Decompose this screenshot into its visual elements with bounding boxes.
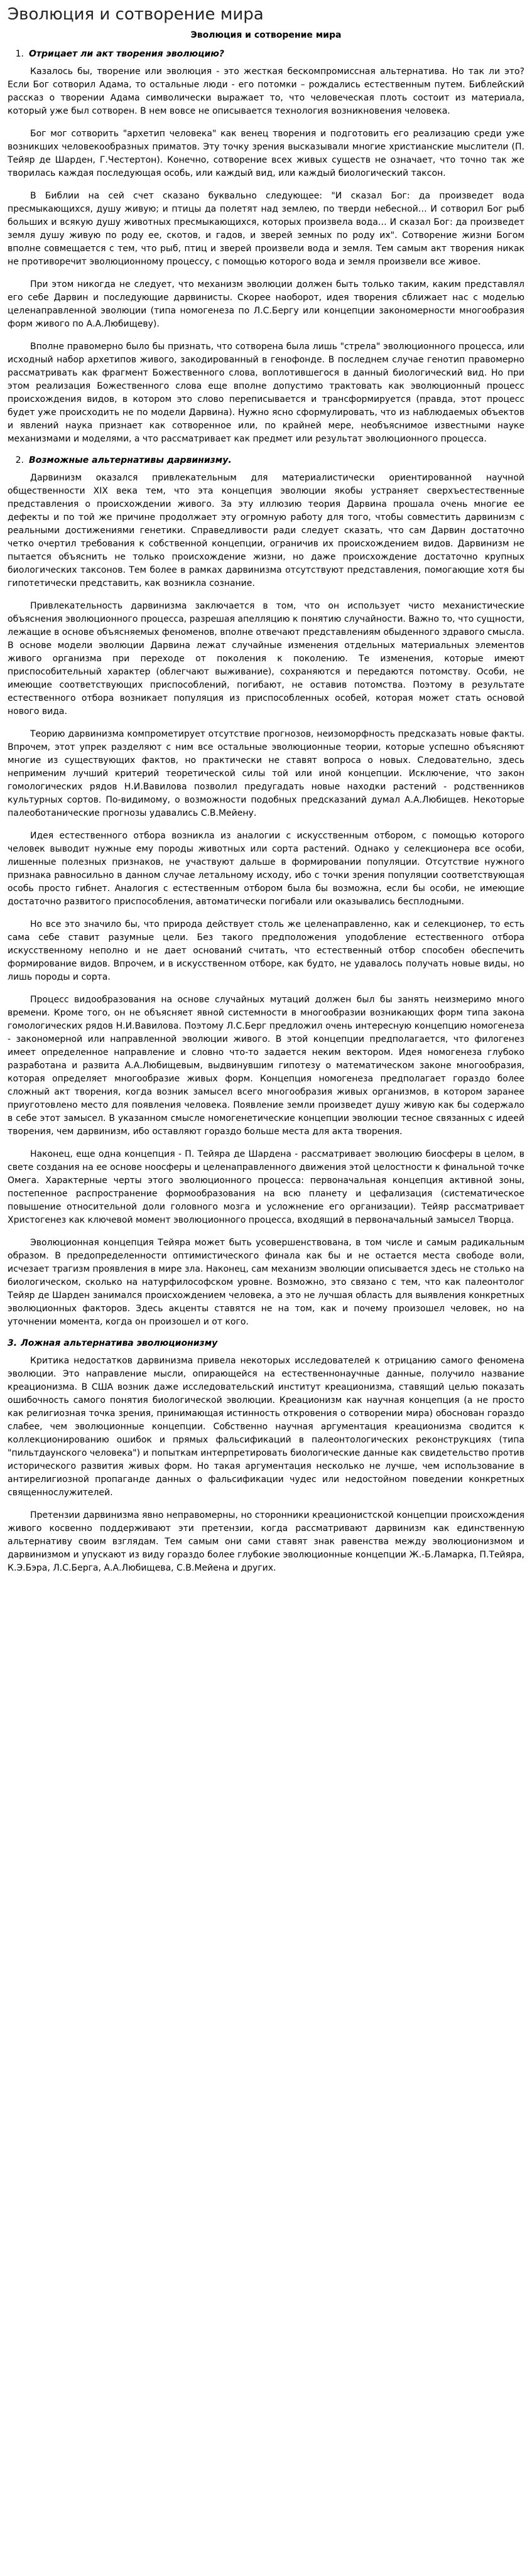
section-heading bbox=[8, 455, 524, 465]
paragraph: При этом никогда не следует, что механизм эволюции должен быть только таким, каким представлял его себе Дарвин и последующие дарвинисты. Скорее наоборот, идея творения сближает нас с моделью целенаправленной эволюции (типа номогенеза по Л.С.Бергу или концепции закономерности многообразия форм живого по А.А.Любищеву). bbox=[8, 279, 524, 329]
section-number: 3. bbox=[8, 1338, 18, 1348]
paragraph: Идея естественного отбора возникла из аналогии с искусственным отбором, с помощью которого человек выводит нужные ему породы животных или сорта растений. Однако у селекционера все особи, лишенные полезных признаков, не участвуют дальше в формировании популяции. Отсутствие нужного признака равносильно в данном случае летальному исходу, ибо с точки зрения популяции соответствующая особь просто гибнет. Аналогия с естественным отбором была бы возможна, если бы особи, не имеющие достаточно развитого приспособления, автоматически погибали или оказывались бесплодными. bbox=[8, 831, 524, 907]
section-title: Ложная альтернатива эволюционизму bbox=[21, 1338, 218, 1348]
section-1 bbox=[8, 49, 524, 446]
paragraph: Бог мог сотворить "архетип человека" как венец творения и подготовить его реализацию среди уже возникших человекообразных приматов. Эту точку зрения высказывали многие христианские мыслители (П. Тейяр де Шарден, Г.Честертон). Конечно, сотворение всех живых существ не означает, что точно так же творилась каждая последующая особь, или каждый вид, или каждый биологический таксон. bbox=[8, 129, 524, 178]
paragraph: Привлекательность дарвинизма заключается в том, что он использует чисто механистические объяснения эволюционного процесса, разрешая апелляцию к понятию случайности. Важно то, что сущности, лежащие в основе объясняемых феноменов, вполне отвечают представлениям обыденного здравого смысла. В основе модели эволюции Дарвина лежат случайные изменения отдельных материальных элементов живого организма при переходе от поколения к поколению. Те изменения, которые имеют приспособительный характер (облегчают выживание), сохраняются и передаются потомству. Особи, не имеющие соответствующих приспособлений, погибают, не оставив потомства. Поэтому в результате естественного отбора возникает популяция из приспособленных особей, которая может стать основой нового вида. bbox=[8, 601, 524, 717]
paragraph: Процесс видообразования на основе случайных мутаций должен был бы занять неизмеримо много времени. Кроме того, он не объясняет явной системности в многообразии возникающих форм типа закона гомологических рядов Н.И.Вавилова. Поэтому Л.С.Берг предложил очень интересную концепцию номогенеза - закономерной или направленной эволюции живого. В этой концепции предполагается, что филогенез имеет определенное направление и словно что-то задается неким вектором. Идея номогенеза глубоко разработана и развита А.А.Любищевым, выдвинувшим гипотезу о математическом законе многообразия, которая определяет многообразие живых форм. Концепция номогенеза предполагает гораздо более сложный акт творения, когда возник замысел всего многообразия живых организмов, в котором заранее приуготовлено место для появления человека. Появление земли произведет душу живую как бы содержало в себе этот замысел. В указанном смысле номогенетические концепции эволюции тесное связанных с идеей творения, чем дарвинизм, ибо оставляют гораздо больше места для акта творения. bbox=[8, 995, 524, 1137]
paragraph: Дарвинизм оказался привлекательным для материалистически ориентированной научной общественности XIX века тем, что эта концепция эволюции якобы устраняет сверхъестественные представления о происхождении живого. За эту иллюзию теория Дарвина прошала очень многие ее дефекты и по той же причине продолжает эту огромную работу для того, чтобы совместить дарвинизм с реальными достижениями генетики. Справедливости ради следует сказать, что сам Дарвин достаточно четко очертил требования к собственной концепции, ограничив их происхождением видов. Дарвинизм не пытается объяснить не только происхождение жизни, но даже происхождение достаточно крупных биологических таксонов. Тем более в рамках дарвинизма отсутствуют представления, помогающие хотя бы гипотетически представить, как возникла сознание. bbox=[8, 473, 524, 588]
paragraph: Вполне правомерно было бы признать, что сотворена была лишь "стрела" эволюционного процесса, или исходный набор архетипов живого, закодированный в генофонде. В последнем случае генотип правомерно рассматривать как фрагмент Божественного слова, воплотившегося в данный биологический вид. Но при этом реализация Божественного слова еще вполне допустимо трактовать как эволюционный процесс происхождения видов, в котором это слово переписывается и трансформируется (правда, этот процесс будет уже происходить не по модели Дарвина). Нужно ясно сформулировать, что из наблюдаемых объектов и явлений наука признает как сотворенное или, по крайней мере, необъяснимое известными науке механизмами и моделями, а что рассматривает как предмет или результат эволюционного процесса. bbox=[8, 342, 524, 444]
paragraph: В Библии на сей счет сказано буквально следующее: "И сказал Бог: да произведет вода пресмыкающихся, душу живую; и птицы да полетят над землею, по тверди небесной… И сотворил Бог рыб больших и всякую душу животных пресмыкающихся, которых произвела вода… И сказал Бог: да произведет земля душу живую по роду ее, скотов, и гадов, и зверей земных по роду их". Сотворение жизни Богом вполне совмещается с тем, что рыб, птиц и зверей произвели вода и земля. Тем самым акт творения никак не противоречит эволюционному процессу, с помощью которого вода и земля произвели все живое. bbox=[8, 191, 524, 267]
paragraph: Но все это значило бы, что природа действует столь же целенаправленно, как и селекционер, то есть сама себе ставит разумные цели. Без такого предположения уподобление естественного отбора искусственному неполно и не дает оснований считать, что естественный отбор способен обеспечить формирование видов. Впрочем, и в искусственном отборе, как будто, не удавалось получать новые виды, но лишь породы и сорта. bbox=[8, 919, 524, 982]
paragraph: Претензии дарвинизма явно неправомерны, но сторонники креационистской концепции происхождения живого косвенно поддерживают эти претензии, когда рассматривают дарвинизм как единственную альтернативу своим взглядам. Тем самым они сами ставят знак равенства между эволюционизмом и дарвинизмом и упускают из виду гораздо более глубокие эволюционные концепции Ж.-Б.Ламарка, П.Тейяра, К.Э.Бэра, Л.С.Берга, А.А.Любищева, С.В.Мейена и других. bbox=[8, 1510, 524, 1573]
paragraph: Казалось бы, творение или эволюция - это жесткая бескомпромиссная альтернатива. Но так ли это? Если Бог сотворил Адама, то остальные люди - его потомки – рождались естественным путем. Библейский рассказ о творении Адама символически выражает то, что человеческая плоть состоит из материала, который уже был сотворен. В нем вовсе не описывается технология возникновения человека. bbox=[8, 67, 524, 116]
article-subtitle: Эволюция и сотворение мира bbox=[190, 30, 342, 40]
section-3 bbox=[8, 1338, 524, 1575]
section-2 bbox=[8, 455, 524, 1329]
paragraph: Теорию дарвинизма компрометирует отсутствие прогнозов, неизоморфность предсказать новые факты. Впрочем, этот упрек разделяют с ним все остальные эволюционные теории, которые успешно объясняют многие из существующих фактов, но практически не ставят вопроса о новых. Следовательно, здесь неприменим лучший критерий теоретической силы той или иной концепции. Исключение, что закон гомологических рядов Н.И.Вавилова позволил предугадать новые находки растений - родственников культурных сортов. По-видимому, о возможности подобных предсказаний думал А.А.Любищев. Некоторые палеоботанические прогнозы удавались С.В.Мейену. bbox=[8, 729, 524, 818]
section-number: 2. bbox=[15, 455, 24, 465]
paragraph: Эволюционная концепция Тейяра может быть усовершенствована, в том числе и самым радикальным образом. В предопределенности оптимистического финала как бы и не остается места свободе воли, исчезает трагизм проявления в мире зла. Наконец, сам механизм эволюции описывается здесь не столько на биологическом, сколько на натурфилософском уровне. Возможно, это связано с тем, что как палеонтолог Тейяр де Шарден занимался происхождением человека, а это не лучшая область для выявления конкретных эволюционных факторов. Здесь акценты ставятся не на том, как и почему произошел человек, но на уточнении момента, когда он произошел и от кого. bbox=[8, 1238, 524, 1327]
section-title: Отрицает ли акт творения эволюцию? bbox=[29, 49, 225, 59]
section-number: 1. bbox=[15, 49, 24, 59]
paragraph: Критика недостатков дарвинизма привела некоторых исследователей к отрицанию самого феномена эволюции. Это направление мысли, опирающейся на естественнонаучные данные, получило название креационизма. В США возник даже исследовательский институт креационизма, ставящий целью показать ошибочность самого понятия биологической эволюции. Креационизм как научная концепция (а не просто как религиозная точка зрения, принимающая истинность откровения о сотворении мира) обоснован гораздо слабее, чем эволюционные концепции. Собственно научная аргументация креационизма сводится к коллекционированию ошибок и прямых фальсификаций в палеонтологических реконструкциях (типа "пильтдаунского человека") и попыткам интерпретировать биологические данные как свидетельство против исторического развития живых форм. Но такая аргументация несколько не лучше, чем использование в антирелигиозной пропаганде данных о фальсификации чудес или недостойном поведении конкретных священнослужителей. bbox=[8, 1356, 524, 1498]
section-heading bbox=[8, 1338, 524, 1348]
section-heading bbox=[8, 49, 524, 59]
paragraph: Наконец, еще одна концепция - П. Тейяра де Шардена - рассматривает эволюцию биосферы в целом, в свете создания на ее основе ноосферы и целенаправленного движения этой целостности к финальной точке Омега. Характерные черты этого эволюционного процесса: первоначальная концепция активной зоны, постепенное распространение формообразования на всю планету и цефализация (систематическое повышение относительной доли головного мозга и усложнение его организации). Тейяр рассматривает Христогенез как ключевой момент эволюционного процесса, входящий в первоначальный замысел Творца. bbox=[8, 1149, 524, 1225]
section-title: Возможные альтернативы дарвинизму. bbox=[29, 455, 232, 465]
page-title: Эволюция и сотворение мира bbox=[8, 5, 264, 24]
